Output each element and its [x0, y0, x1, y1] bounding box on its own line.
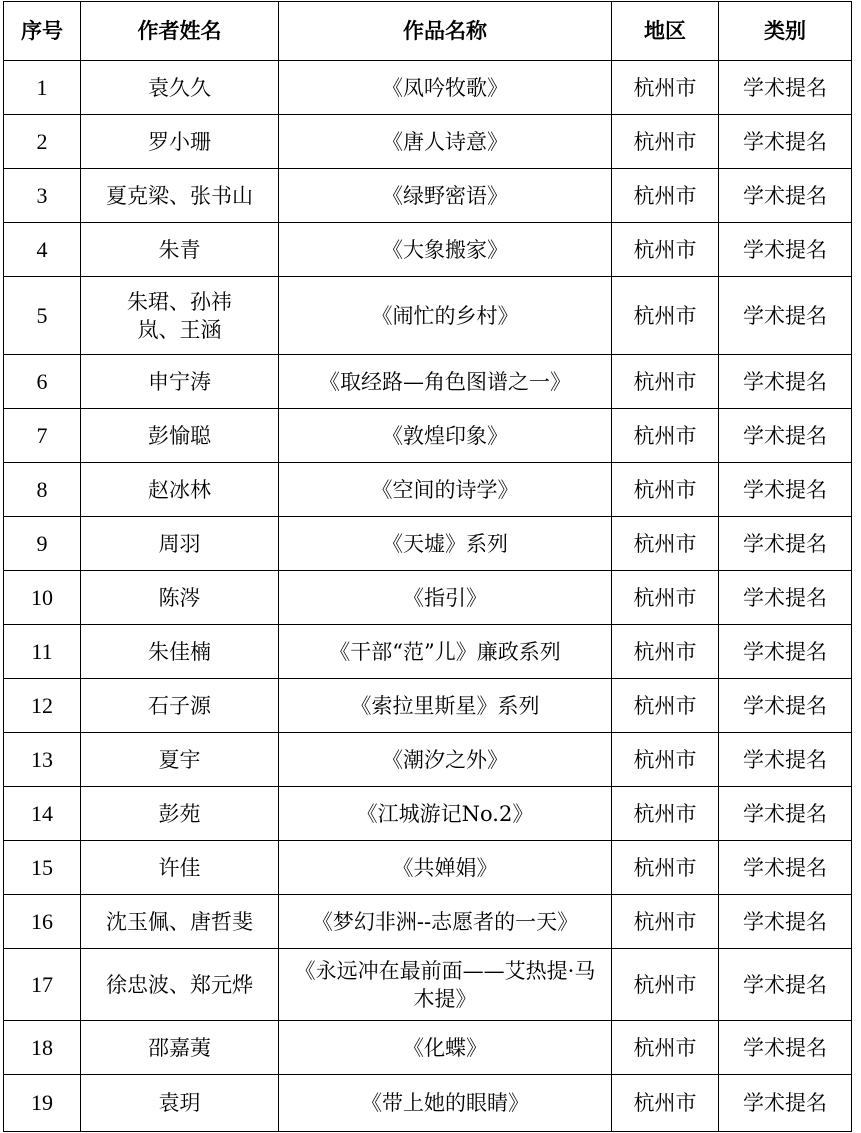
header-number[interactable]: 序号 — [4, 2, 81, 61]
title-cell[interactable]: 《唐人诗意》 — [279, 115, 612, 169]
title-cell[interactable]: 《敦煌印象》 — [279, 409, 612, 463]
category-cell[interactable]: 学术提名 — [719, 463, 852, 517]
category-cell[interactable]: 学术提名 — [719, 1075, 852, 1132]
title-cell[interactable]: 《索拉里斯星》系列 — [279, 679, 612, 733]
title-cell[interactable]: 《干部“范”儿》廉政系列 — [279, 625, 612, 679]
region-cell[interactable]: 杭州市 — [612, 841, 719, 895]
author-cell[interactable]: 徐忠波、郑元烨 — [81, 949, 279, 1021]
title-cell[interactable]: 《取经路—角色图谱之一》 — [279, 355, 612, 409]
row-number[interactable]: 1 — [4, 61, 81, 115]
author-cell[interactable]: 邵嘉荑 — [81, 1021, 279, 1075]
title-text: 《永远冲在最前面——艾热提·马木提》 — [294, 958, 596, 1011]
category-cell[interactable]: 学术提名 — [719, 841, 852, 895]
award-table — [3, 1, 852, 1132]
table-row — [4, 115, 852, 169]
header-author[interactable]: 作者姓名 — [81, 2, 279, 61]
title-cell[interactable]: 《化蝶》 — [279, 1021, 612, 1075]
table-row — [4, 679, 852, 733]
category-cell[interactable]: 学术提名 — [719, 787, 852, 841]
row-number[interactable]: 11 — [4, 625, 81, 679]
author-cell[interactable]: 彭愉聪 — [81, 409, 279, 463]
region-cell[interactable]: 杭州市 — [612, 223, 719, 277]
row-number[interactable]: 13 — [4, 733, 81, 787]
author-cell[interactable]: 许佳 — [81, 841, 279, 895]
header-row — [4, 2, 852, 61]
author-text: 朱珺、孙祎岚、王涵 — [127, 289, 232, 342]
title-cell[interactable]: 《天墟》系列 — [279, 517, 612, 571]
row-number[interactable]: 10 — [4, 571, 81, 625]
title-cell[interactable]: 《闹忙的乡村》 — [279, 277, 612, 355]
title-cell[interactable]: 《共婵娟》 — [279, 841, 612, 895]
row-number[interactable]: 5 — [4, 277, 81, 355]
row-number[interactable]: 8 — [4, 463, 81, 517]
author-cell[interactable]: 申宁涛 — [81, 355, 279, 409]
row-number[interactable]: 19 — [4, 1075, 81, 1132]
table-row — [4, 517, 852, 571]
row-number[interactable]: 16 — [4, 895, 81, 949]
author-cell[interactable]: 袁久久 — [81, 61, 279, 115]
region-cell[interactable]: 杭州市 — [612, 115, 719, 169]
row-number[interactable]: 4 — [4, 223, 81, 277]
region-cell[interactable]: 杭州市 — [612, 949, 719, 1021]
region-cell[interactable]: 杭州市 — [612, 571, 719, 625]
header-category[interactable]: 类别 — [719, 2, 852, 61]
region-cell[interactable]: 杭州市 — [612, 625, 719, 679]
table-row — [4, 1075, 852, 1132]
category-cell[interactable]: 学术提名 — [719, 733, 852, 787]
author-cell[interactable]: 罗小珊 — [81, 115, 279, 169]
row-number[interactable]: 7 — [4, 409, 81, 463]
region-cell[interactable]: 杭州市 — [612, 1075, 719, 1132]
category-cell[interactable]: 学术提名 — [719, 409, 852, 463]
row-number[interactable]: 18 — [4, 1021, 81, 1075]
author-cell[interactable]: 袁玥 — [81, 1075, 279, 1132]
table-row — [4, 625, 852, 679]
region-cell[interactable]: 杭州市 — [612, 1021, 719, 1075]
table-row — [4, 223, 852, 277]
title-cell[interactable]: 《潮汐之外》 — [279, 733, 612, 787]
author-cell[interactable]: 周羽 — [81, 517, 279, 571]
table-row — [4, 841, 852, 895]
author-cell[interactable]: 石子源 — [81, 679, 279, 733]
region-cell[interactable]: 杭州市 — [612, 463, 719, 517]
category-cell[interactable]: 学术提名 — [719, 115, 852, 169]
category-cell[interactable]: 学术提名 — [719, 169, 852, 223]
row-number[interactable]: 17 — [4, 949, 81, 1021]
table-row — [4, 463, 852, 517]
region-cell[interactable]: 杭州市 — [612, 169, 719, 223]
table-row — [4, 571, 852, 625]
table-row — [4, 1021, 852, 1075]
table-row — [4, 949, 852, 1021]
category-cell[interactable]: 学术提名 — [719, 223, 852, 277]
region-cell[interactable]: 杭州市 — [612, 61, 719, 115]
title-cell[interactable] — [279, 949, 612, 1021]
table-row — [4, 61, 852, 115]
title-cell[interactable]: 《江城游记No.2》 — [279, 787, 612, 841]
table-row — [4, 355, 852, 409]
author-cell[interactable]: 沈玉佩、唐哲斐 — [81, 895, 279, 949]
row-number[interactable]: 12 — [4, 679, 81, 733]
region-cell[interactable]: 杭州市 — [612, 895, 719, 949]
row-number[interactable]: 3 — [4, 169, 81, 223]
title-cell[interactable]: 《梦幻非洲--志愿者的一天》 — [279, 895, 612, 949]
region-cell[interactable]: 杭州市 — [612, 277, 719, 355]
region-cell[interactable]: 杭州市 — [612, 517, 719, 571]
title-cell[interactable]: 《凤吟牧歌》 — [279, 61, 612, 115]
region-cell[interactable]: 杭州市 — [612, 679, 719, 733]
author-cell[interactable]: 朱佳楠 — [81, 625, 279, 679]
table-row — [4, 169, 852, 223]
title-cell[interactable]: 《指引》 — [279, 571, 612, 625]
table-row — [4, 277, 852, 355]
table-row — [4, 409, 852, 463]
region-cell[interactable]: 杭州市 — [612, 355, 719, 409]
row-number[interactable]: 2 — [4, 115, 81, 169]
author-cell[interactable]: 彭苑 — [81, 787, 279, 841]
region-cell[interactable]: 杭州市 — [612, 733, 719, 787]
category-cell[interactable]: 学术提名 — [719, 61, 852, 115]
header-title[interactable]: 作品名称 — [279, 2, 612, 61]
category-cell[interactable]: 学术提名 — [719, 679, 852, 733]
row-number[interactable]: 6 — [4, 355, 81, 409]
author-cell[interactable]: 陈涔 — [81, 571, 279, 625]
author-cell[interactable]: 赵冰林 — [81, 463, 279, 517]
title-cell[interactable]: 《大象搬家》 — [279, 223, 612, 277]
table-row — [4, 733, 852, 787]
author-cell[interactable]: 夏克梁、张书山 — [81, 169, 279, 223]
author-cell[interactable]: 朱青 — [81, 223, 279, 277]
category-cell[interactable]: 学术提名 — [719, 895, 852, 949]
region-cell[interactable]: 杭州市 — [612, 787, 719, 841]
category-cell[interactable]: 学术提名 — [719, 1021, 852, 1075]
row-number[interactable]: 14 — [4, 787, 81, 841]
region-cell[interactable]: 杭州市 — [612, 409, 719, 463]
header-region[interactable]: 地区 — [612, 2, 719, 61]
category-cell[interactable]: 学术提名 — [719, 517, 852, 571]
row-number[interactable]: 9 — [4, 517, 81, 571]
category-cell[interactable]: 学术提名 — [719, 625, 852, 679]
row-number[interactable]: 15 — [4, 841, 81, 895]
table-row — [4, 895, 852, 949]
category-cell[interactable]: 学术提名 — [719, 355, 852, 409]
author-cell[interactable] — [81, 277, 279, 355]
title-cell[interactable]: 《空间的诗学》 — [279, 463, 612, 517]
author-cell[interactable]: 夏宇 — [81, 733, 279, 787]
title-cell[interactable]: 《绿野密语》 — [279, 169, 612, 223]
title-cell[interactable]: 《带上她的眼睛》 — [279, 1075, 612, 1132]
table-row — [4, 787, 852, 841]
category-cell[interactable]: 学术提名 — [719, 571, 852, 625]
category-cell[interactable]: 学术提名 — [719, 277, 852, 355]
category-cell[interactable]: 学术提名 — [719, 949, 852, 1021]
